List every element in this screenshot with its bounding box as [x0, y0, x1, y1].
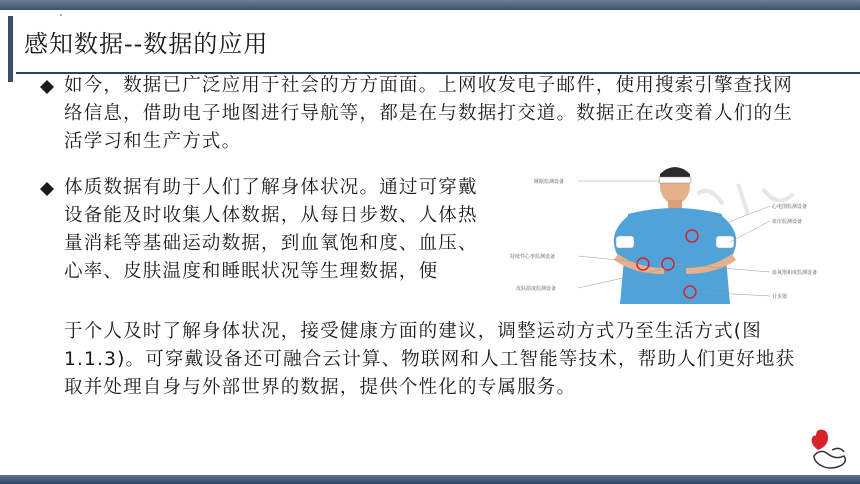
label-skin-temp-monitor: 皮肤温度监测设备 — [516, 286, 557, 292]
top-decor-bar — [0, 0, 860, 10]
slide-title: 感知数据--数据的应用 — [24, 30, 269, 58]
label-blood-oxygen-monitor: 血氧饱和度监测设备 — [772, 270, 818, 276]
paragraph-wearables-part1: 体质数据有助于人们了解身体状况。通过可穿戴设备能及时收集人体数据，从每日步数、人体热量消耗等基础运动数据，到血氧饱和度、血压、心率、皮肤温度和睡眠状况等生理数据，便 — [64, 177, 478, 282]
paragraph-wearables-part2: 于个人及时了解身体状况，接受健康方面的建议，调整运动方式乃至生活方式(图1.1.3)。可穿戴设备还可融合云计算、物联网和人工智能等技术，帮助人们更好地获取并处理自身与外部世界的数据，提供个性化的专属服务。 — [64, 321, 796, 398]
bottom-decor-bar — [0, 475, 860, 484]
paragraph-data-applications: 如今，数据已广泛应用于社会的方方面面。上网收发电子邮件，使用搜索引擎查找网络信息，借助电子地图进行导航等，都是在与数据打交道。数据正在改变着人们的生活学习和生产方式。 — [64, 75, 793, 152]
decor-dot — [60, 14, 62, 16]
title-accent-bar — [8, 16, 13, 82]
logo-heart-icon — [806, 426, 852, 470]
diamond-bullet-icon — [40, 182, 54, 196]
label-sleep-monitor: 睡眠监测设备 — [534, 179, 565, 185]
diamond-bullet-icon — [40, 80, 54, 94]
label-ecg-monitor: 心电图监测设备 — [772, 204, 808, 210]
label-heart-rate-monitor: 持续性心率监测设备 — [510, 254, 556, 260]
label-pedometer: 计步器 — [772, 294, 788, 300]
label-blood-pressure-monitor: 血压监测设备 — [772, 219, 803, 225]
wearable-devices-figure — [508, 164, 828, 314]
